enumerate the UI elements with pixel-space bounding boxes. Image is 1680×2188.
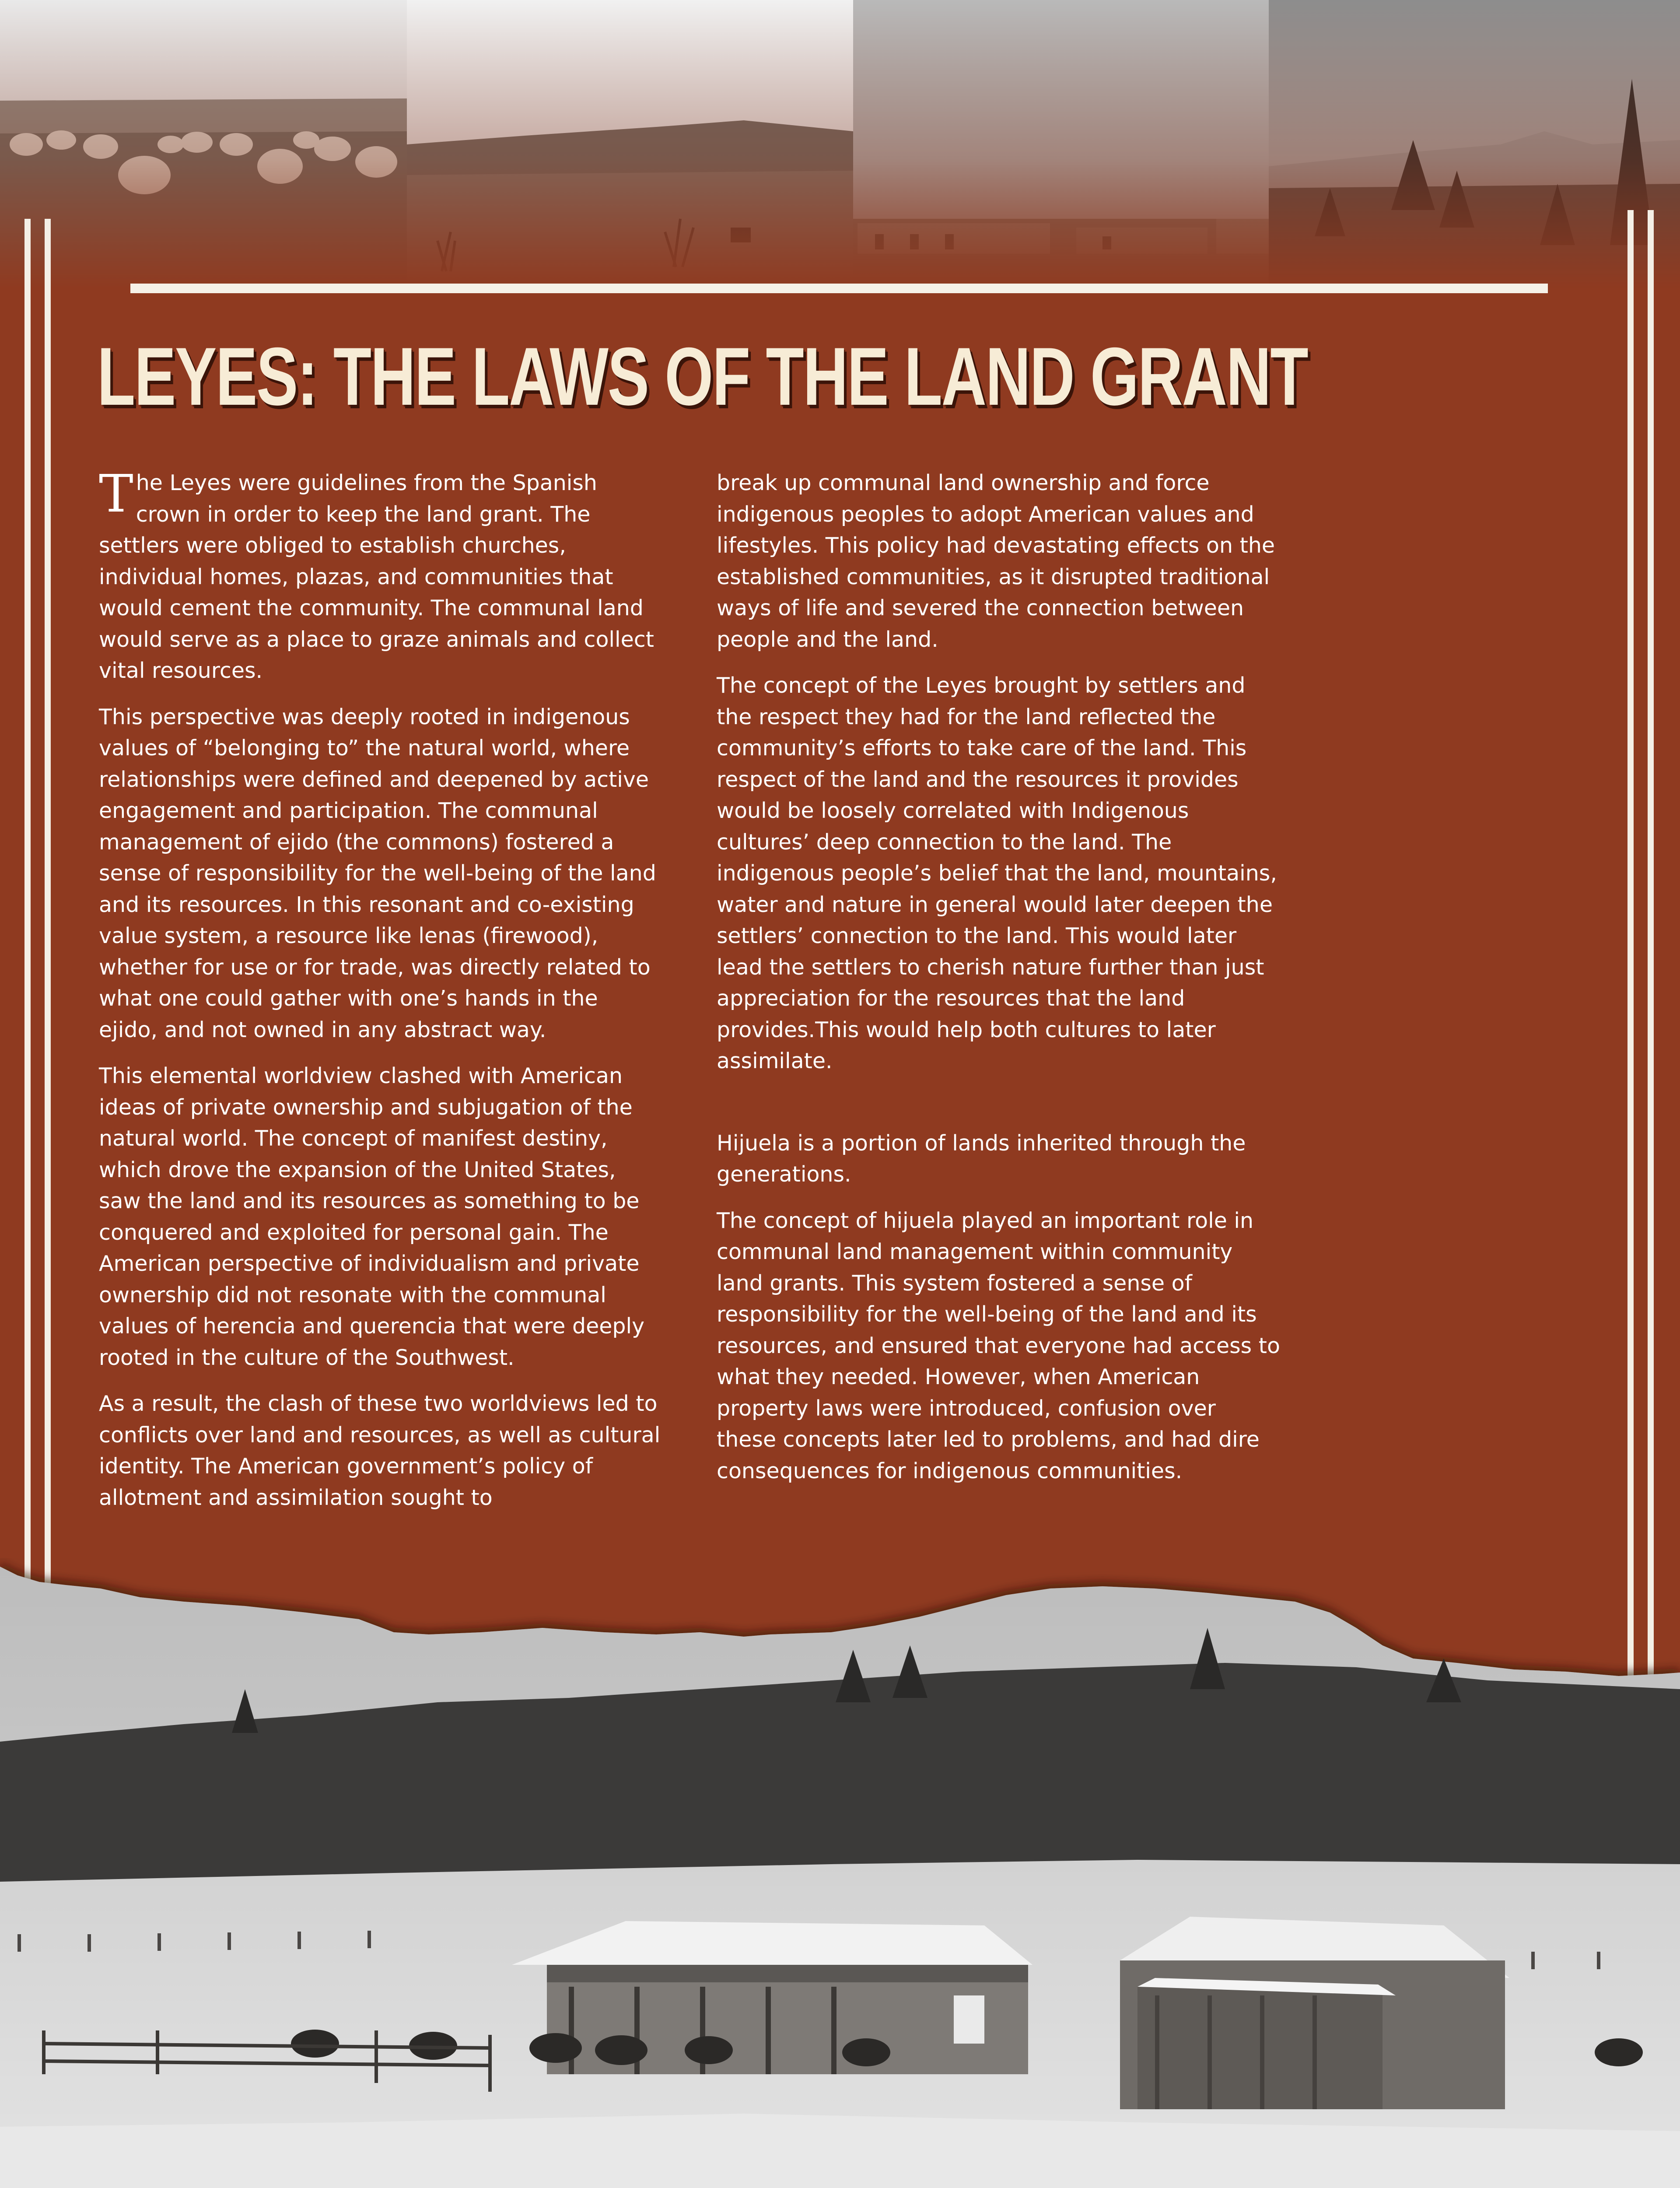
barn [1120,1917,1509,2109]
exhibit-title: LEYES: THE LAWS OF THE LAND GRANT [97,330,1308,422]
hijuela-paragraph: The concept of hijuela played an important role in communal land management within community land grants. This system fostered a sense of responsibility for the well-being of the land and its resources, and ensured that everyone had access to what they needed. However, when American property laws were introduced, confusion over these concepts later led to problems, and had dire consequences for indigenous communities. [717,1208,1280,1483]
conflict-paragraph: As a result, the clash of these two worldviews led to conflicts over land and resources, as well as cultural identity. The American government’s policy of allotment and assimilation sought to [99,1391,661,1510]
right-border-line-outer [1648,210,1654,1746]
drop-cap: T [99,463,133,524]
header-photo-collage [0,0,1680,289]
snowy-ranch-photo [0,1558,1680,2188]
allotment-paragraph: break up communal land ownership and force indigenous peoples to adopt American values and lifestyles. This policy had devastating effects on the established communities, as it disrupted traditional ways of life and severed the connection between people and the land. [717,470,1275,652]
title-rule [130,284,1548,293]
right-text-column [717,467,1281,1501]
left-border-line-outer [24,219,31,1588]
hijuela-definition: Hijuela is a portion of lands inherited through the generations. [717,1130,1246,1187]
left-text-column [99,463,663,1528]
intro-paragraph [99,463,663,687]
right-border-line-inner [1628,210,1634,1746]
ranch-house [512,1921,1032,2074]
left-border-line-inner [45,219,51,1588]
leyes-respect-paragraph: The concept of the Leyes brought by settlers and the respect they had for the land reflected the community’s efforts to take care of the land. This respect of the land and the resources it provides would be loosely correlated with Indigenous cultures’ deep connection to the land. The indigenous people’s belief that the land, mountains, water and nature in general would later deepen the settlers’ connection to the land. This would later lead the settlers to cherish nature further than just appreciation for the resources that the land provides.This would help both cultures to later assimilate. [717,673,1277,1073]
worldview-clash-paragraph: This elemental worldview clashed with American ideas of private ownership and subjugation of the natural world. The concept of manifest destiny, which drove the expansion of the United States, saw the land and its resources as something to be conquered and exploited for personal gain. The American perspective of individualism and private ownership did not resonate with the communal values of herencia and querencia that were deeply rooted in the culture of the Southwest. [99,1063,645,1370]
belonging-paragraph: This perspective was deeply rooted in indigenous values of “belonging to” the natural world, where relationships were defined and deepened by active engagement and participation. The communal management of ejido (the commons) fostered a sense of responsibility for the well-being of the land and its resources. In this resonant and co-existing value system, a resource like lenas (firewood), whether for use or for trade, was directly related to what one could gather with one’s hands in the ejido, and not owned in any abstract way. [99,704,656,1042]
intro-paragraph-text: he Leyes were guidelines from the Spanish crown in order to keep the land grant. The settlers were obliged to establish churches, individual homes, plazas, and communities that would cement the community. The communal land would serve as a place to graze animals and collect vital resources. [99,470,654,683]
